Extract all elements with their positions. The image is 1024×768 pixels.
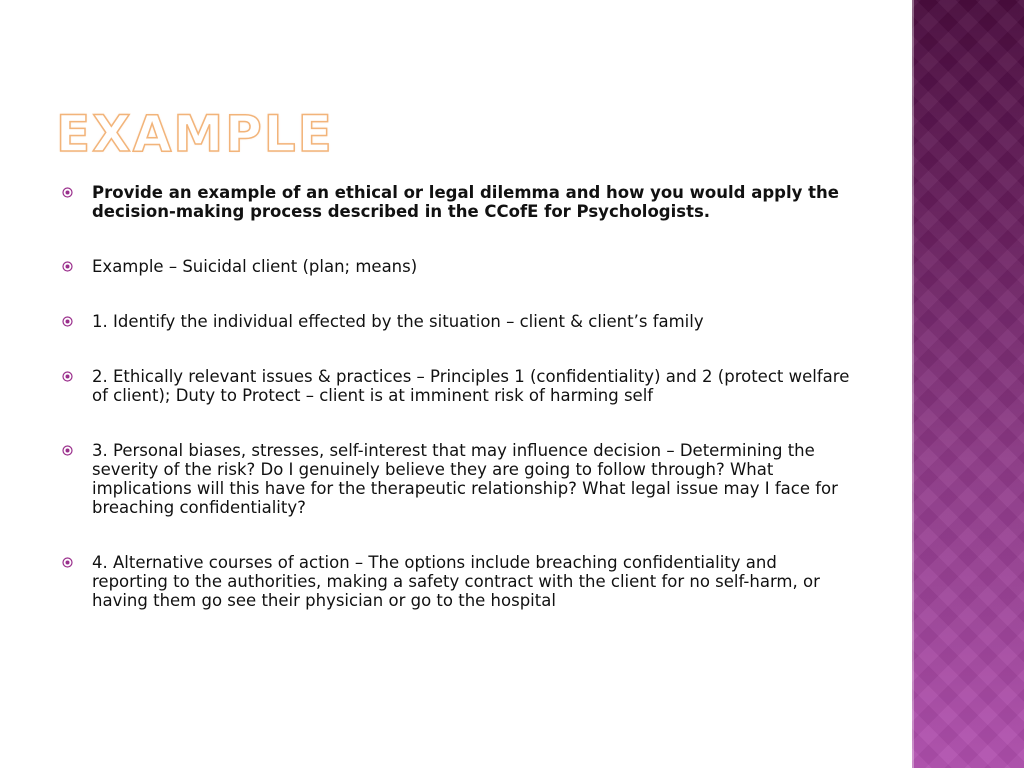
bullet-text: 2. Ethically relevant issues & practices – Principles 1 (confidentiality) and 2 (protect welfare of client); Duty to Protect – client is at imminent risk of harming self [92,367,850,405]
bullet-item [62,183,852,221]
bullet-list [62,183,852,646]
bullet-icon [62,183,92,202]
bullet-icon [62,257,92,276]
bullet-icon [62,553,92,572]
bullet-text: 1. Identify the individual effected by the situation – client & client’s family [92,312,704,331]
bullet-text: 3. Personal biases, stresses, self-interest that may influence decision – Determining the severity of the risk? Do I genuinely believe they are going to follow through? What implications will this have for the therapeutic relationship? What legal issue may I face for breaching confidentiality? [92,441,838,517]
bullet-icon [62,367,92,386]
bullet-item [62,367,852,405]
bullet-icon [62,312,92,331]
bullet-item [62,312,852,331]
bullet-item [62,441,852,517]
bullet-text: Provide an example of an ethical or legal dilemma and how you would apply the decision-making process described in the CCofE for Psychologists. [92,183,839,221]
slide-title: EXAMPLE [56,105,334,163]
bullet-item [62,553,852,610]
bullet-text: Example – Suicidal client (plan; means) [92,257,418,276]
decorative-side-panel [912,0,1024,768]
bullet-icon [62,441,92,460]
bullet-text: 4. Alternative courses of action – The options include breaching confidentiality and reporting to the authorities, making a safety contract with the client for no self-harm, or having them go see their physician or go to the hospital [92,553,820,610]
bullet-item [62,257,852,276]
